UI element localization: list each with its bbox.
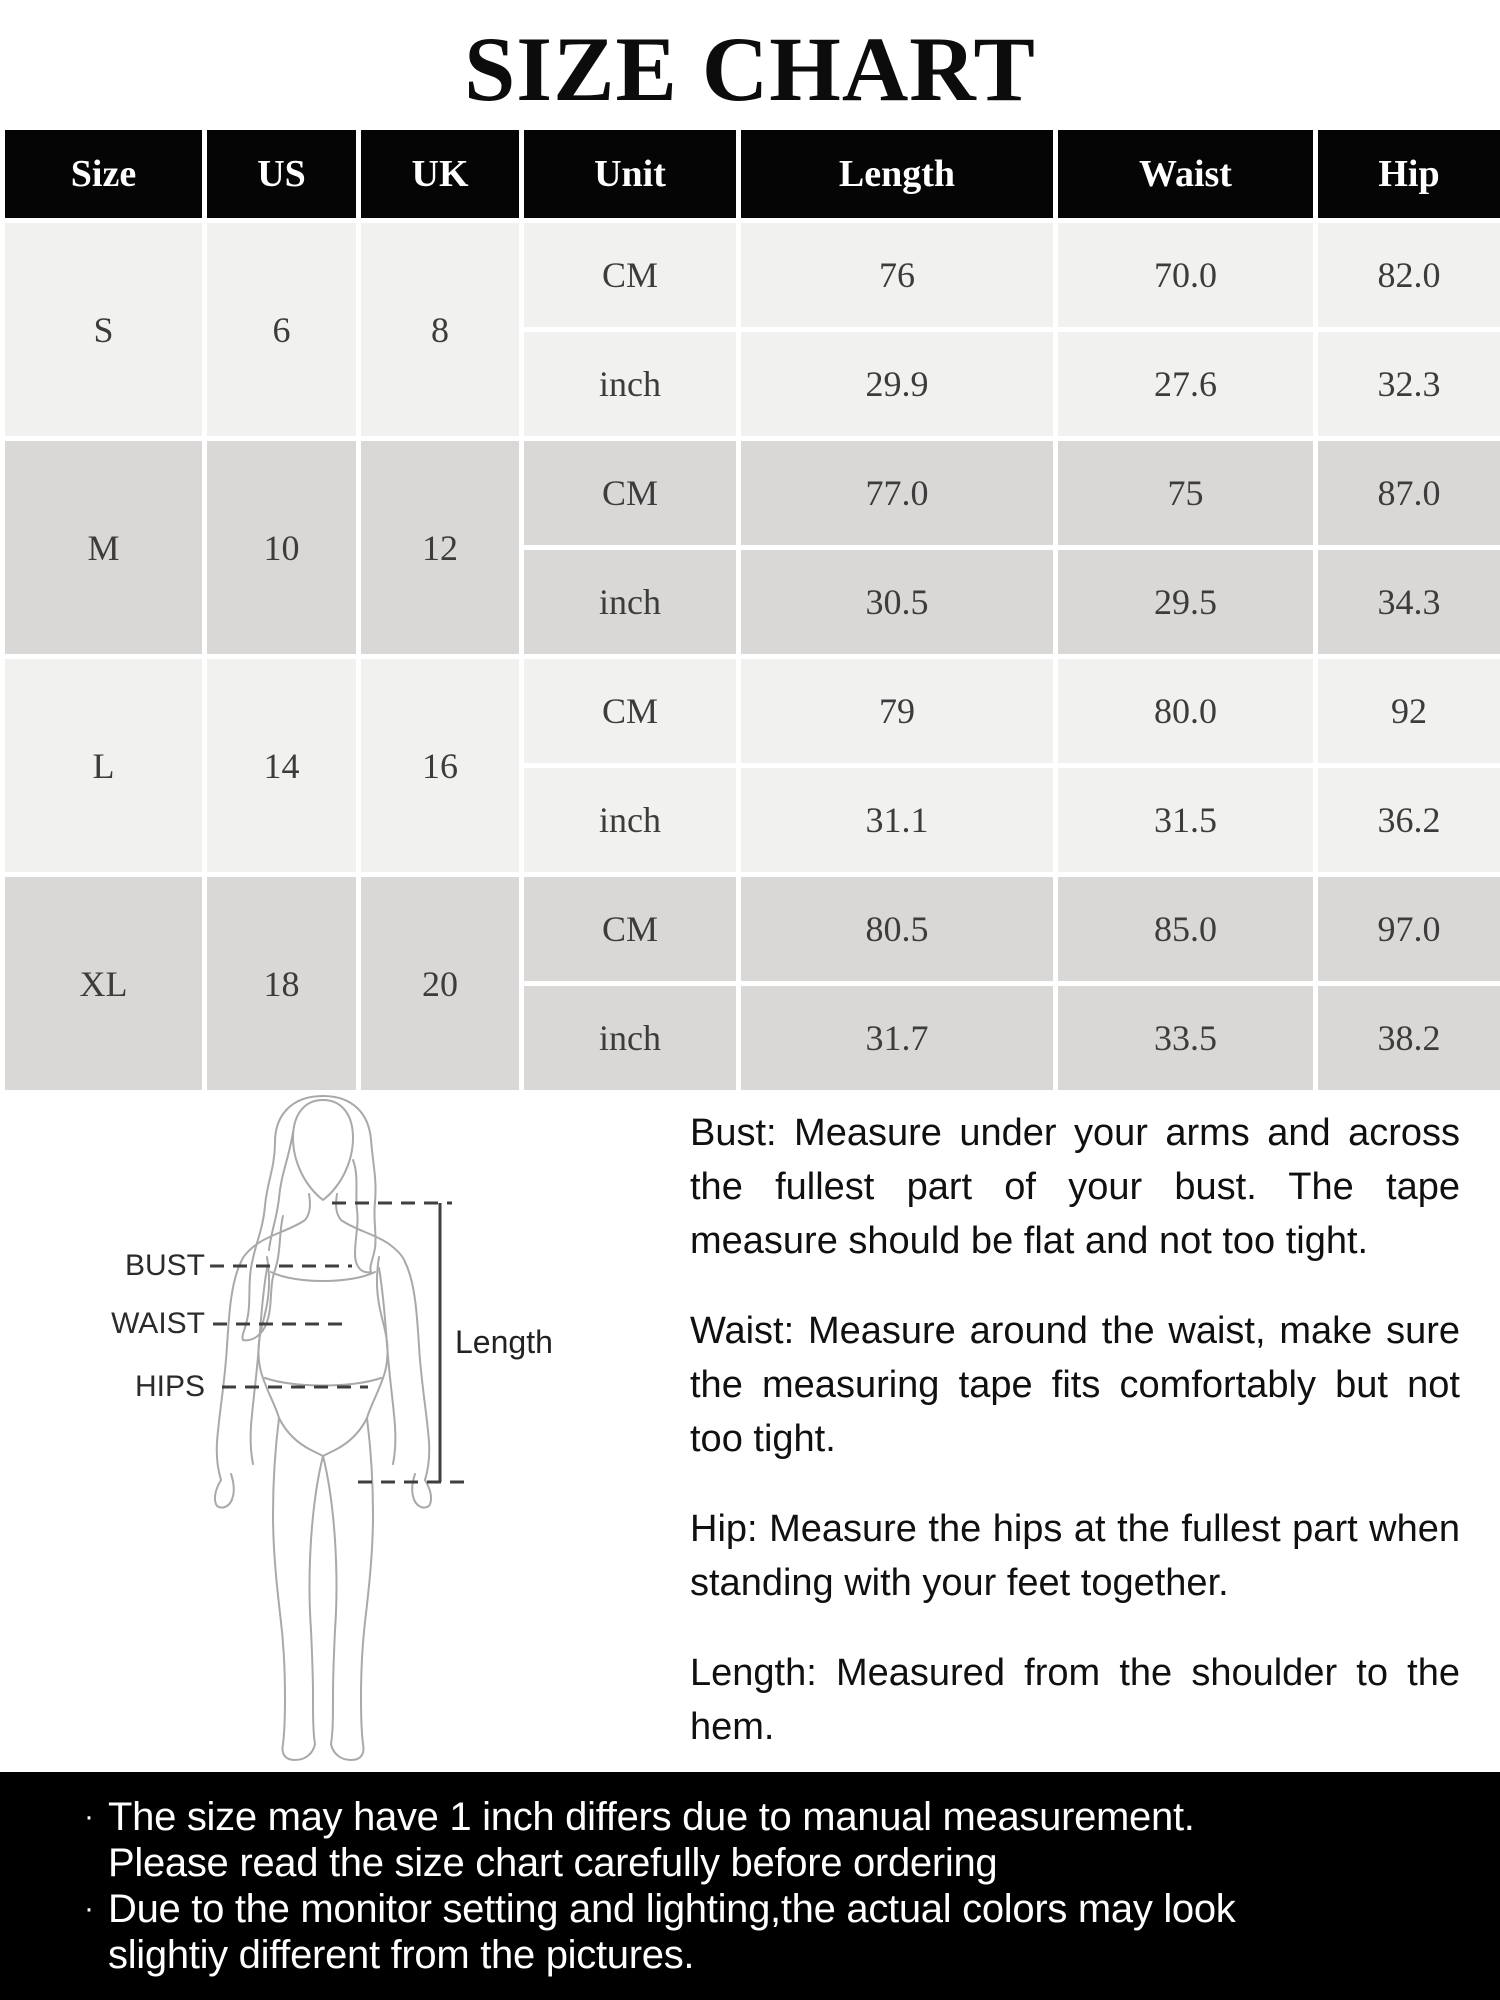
col-header-waist: Waist	[1056, 128, 1316, 221]
note-item	[84, 1794, 1440, 1886]
length-cm: 79	[739, 657, 1056, 766]
length-inch: 31.1	[739, 766, 1056, 875]
uk-cell: 20	[359, 875, 522, 1093]
instruction-waist: Waist: Measure around the waist, make sure the measuring tape fits comfortably but not too tight.	[690, 1310, 1460, 1460]
uk-cell: 16	[359, 657, 522, 875]
waist-inch: 29.5	[1056, 548, 1316, 657]
note-line: Please read the size chart carefully before ordering	[108, 1841, 998, 1885]
size-table	[0, 125, 1500, 1095]
table-row	[3, 657, 1500, 766]
length-inch: 31.7	[739, 984, 1056, 1093]
hip-cm: 92	[1316, 657, 1500, 766]
table-row	[3, 875, 1500, 984]
note-line: The size may have 1 inch differs due to manual measurement.	[108, 1795, 1195, 1839]
waist-inch: 27.6	[1056, 330, 1316, 439]
unit-cell: inch	[522, 548, 739, 657]
notes-footer	[0, 1772, 1500, 2000]
unit-cell: CM	[522, 875, 739, 984]
hip-inch: 38.2	[1316, 984, 1500, 1093]
instruction-hip: Hip: Measure the hips at the fullest part when standing with your feet together.	[690, 1508, 1460, 1604]
instruction-length: Length: Measured from the shoulder to the hem.	[690, 1652, 1460, 1748]
bullet-icon: ·	[84, 1892, 94, 1925]
hip-inch: 36.2	[1316, 766, 1500, 875]
waist-cm: 75	[1056, 439, 1316, 548]
diagram-label-length: Length	[455, 1324, 553, 1360]
col-header-length: Length	[739, 128, 1056, 221]
bullet-icon: ·	[84, 1800, 94, 1833]
diagram-label-hips: HIPS	[134, 1370, 205, 1403]
hip-inch: 32.3	[1316, 330, 1500, 439]
col-header-unit: Unit	[522, 128, 739, 221]
note-item	[84, 1886, 1440, 1978]
unit-cell: CM	[522, 657, 739, 766]
diagram-label-bust: BUST	[124, 1249, 205, 1282]
uk-cell: 12	[359, 439, 522, 657]
size-cell: L	[3, 657, 205, 875]
us-cell: 6	[205, 221, 359, 439]
length-cm: 80.5	[739, 875, 1056, 984]
table-row	[3, 439, 1500, 548]
measurement-section	[0, 1082, 1500, 1772]
note-line: slightiy different from the pictures.	[108, 1933, 695, 1977]
length-cm: 76	[739, 221, 1056, 330]
unit-cell: inch	[522, 330, 739, 439]
waist-cm: 70.0	[1056, 221, 1316, 330]
waist-cm: 80.0	[1056, 657, 1316, 766]
diagram-label-waist: WAIST	[111, 1307, 205, 1340]
col-header-uk: UK	[359, 128, 522, 221]
col-header-size: Size	[3, 128, 205, 221]
size-cell: S	[3, 221, 205, 439]
waist-cm: 85.0	[1056, 875, 1316, 984]
uk-cell: 8	[359, 221, 522, 439]
table-header-row	[3, 128, 1500, 221]
body-measurement-diagram	[0, 1082, 560, 1772]
note-line: Due to the monitor setting and lighting,the actual colors may look	[108, 1887, 1236, 1931]
unit-cell: CM	[522, 439, 739, 548]
length-inch: 30.5	[739, 548, 1056, 657]
unit-cell: CM	[522, 221, 739, 330]
instruction-bust: Bust: Measure under your arms and across the fullest part of your bust. The tape measure should be flat and not too tight.	[690, 1112, 1460, 1262]
length-cm: 77.0	[739, 439, 1056, 548]
length-inch: 29.9	[739, 330, 1056, 439]
us-cell: 14	[205, 657, 359, 875]
waist-inch: 31.5	[1056, 766, 1316, 875]
size-cell: M	[3, 439, 205, 657]
table-row	[3, 221, 1500, 330]
page-title: SIZE CHART	[464, 18, 1036, 120]
unit-cell: inch	[522, 766, 739, 875]
hip-cm: 87.0	[1316, 439, 1500, 548]
col-header-hip: Hip	[1316, 128, 1500, 221]
col-header-us: US	[205, 128, 359, 221]
hip-cm: 82.0	[1316, 221, 1500, 330]
size-cell: XL	[3, 875, 205, 1093]
measurement-instructions	[690, 1106, 1460, 1790]
unit-cell: inch	[522, 984, 739, 1093]
hip-cm: 97.0	[1316, 875, 1500, 984]
waist-inch: 33.5	[1056, 984, 1316, 1093]
us-cell: 18	[205, 875, 359, 1093]
us-cell: 10	[205, 439, 359, 657]
hip-inch: 34.3	[1316, 548, 1500, 657]
